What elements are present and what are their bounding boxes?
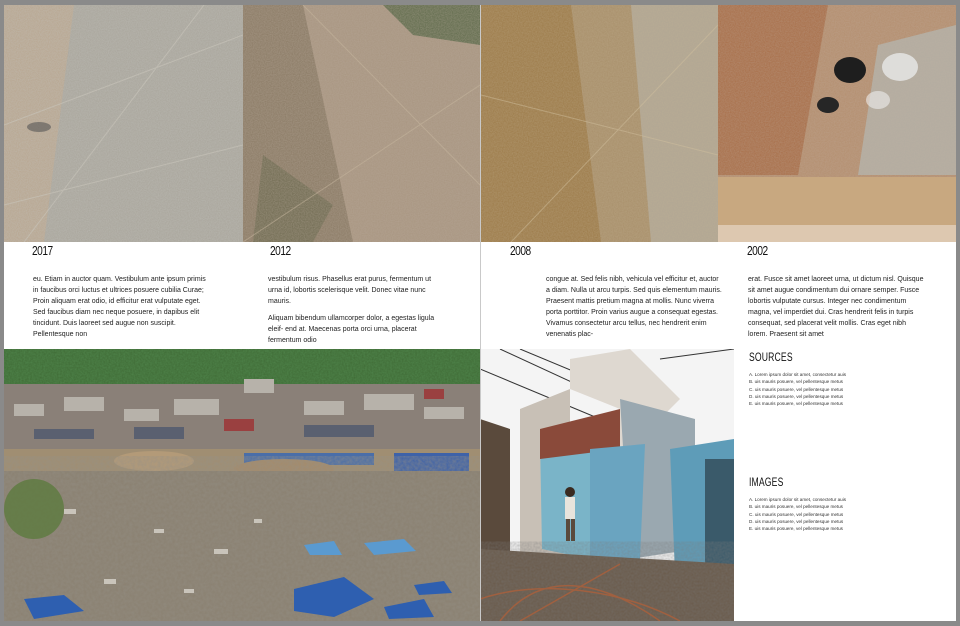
year-label-2012: 2012 [270,243,291,258]
page-gutter [480,5,481,621]
landfill-photo [4,349,480,621]
satellite-image-2008 [481,5,718,242]
alley-photo [480,349,734,621]
image-credit-item: B. uis mauris posuere, vel pellentesque metus [749,504,843,510]
image-credit-item: E. uis mauris posuere, vel pellentesque metus [749,526,843,532]
satellite-image-2012 [243,5,480,242]
source-item: E. uis mauris posuere, vel pellentesque metus [749,401,843,407]
text-column-2 [268,274,446,352]
source-item: B. uis mauris posuere, vel pellentesque metus [749,379,843,385]
year-label-2008: 2008 [510,243,531,258]
paragraph: eu. Etiam in auctor quam. Vestibulum ante ipsum primis in faucibus orci luctus et ultrices posuere cubilia Curae; Proin aliquam erat odio, id efficitur erat vulputate eget. Sed faucibus diam nec neque posuere, in dapibus elit tincidunt. Duis laoreet sed augue non suscipit. Pellentesque non [33,276,206,338]
source-item: A. Lorem ipsum dolor sit amet, consectetur auis [749,372,847,377]
images-heading: IMAGES [749,475,784,489]
year-label-2002: 2002 [747,243,768,258]
source-item: D. uis mauris posuere, vel pellentesque metus [749,393,844,399]
sources-heading: SOURCES [749,350,793,364]
paragraph: erat. Fusce sit amet laoreet urna, ut dictum nisl. Quisque sit amet augue condimentum dui ornare semper. Fusce lobortis vulputate cursus. Integer nec condimentum magna, vel imperdiet dui. Cras hendrerit felis in turpis consequat, sed placerat velit mollis. Cras eget nibh lorem. Praesent sit amet [748,276,924,338]
image-credit-item: A. Lorem ipsum dolor sit amet, consectetur auis [749,497,847,502]
image-credit-item: D. uis mauris posuere, vel pellentesque metus [749,518,844,524]
magazine-spread [4,5,956,621]
images-list [749,496,929,532]
paragraph: Aliquam bibendum ullamcorper dolor, a egestas ligula eleif- end at. Maecenas porta orci urna, placerat fermentum odio [268,315,435,344]
text-column-1 [33,274,209,346]
paragraph: congue at. Sed felis nibh, vehicula vel efficitur et, auctor a diam. Nulla ut arcu turpis. Sed quis elementum mauris. Praesent mattis pretium magna at mollis. Nunc viverra porta porttitor. Proin varius augue a consequat egestas. Vivamus consectetur arcu tellus, nec hendrerit enim venenatis plac- [546,276,722,338]
year-label-2017: 2017 [32,243,53,258]
satellite-image-2002 [718,5,956,242]
text-column-3 [546,274,722,346]
paragraph: vestibulum risus. Phasellus erat purus, fermentum ut urna id, lobortis scelerisque velit. Donec vitae nunc mauris. [268,276,432,305]
image-credit-item: C. uis mauris posuere, vel pellentesque metus [749,511,844,517]
satellite-image-2017 [4,5,243,242]
sources-list [749,371,929,407]
text-column-4 [748,274,924,346]
source-item: C. uis mauris posuere, vel pellentesque metus [749,386,844,392]
